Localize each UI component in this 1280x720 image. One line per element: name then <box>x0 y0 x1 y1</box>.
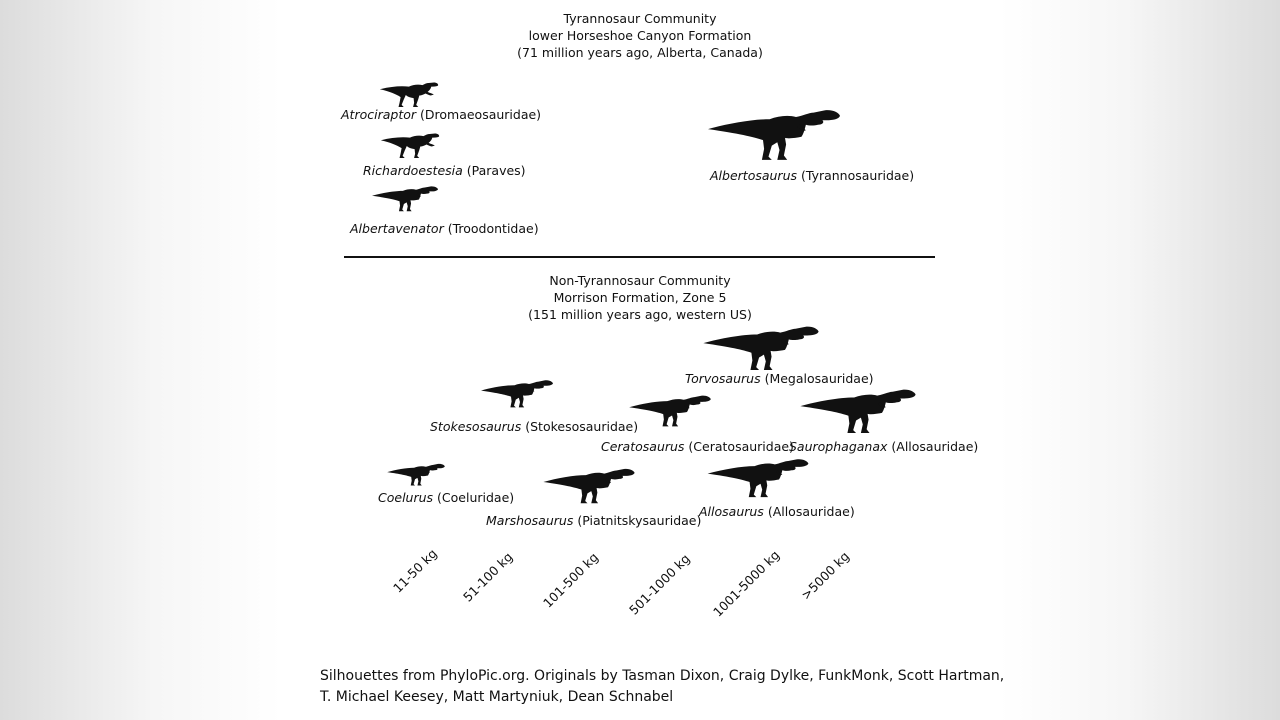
non-tyrannosaur-community-age: (151 million years ago, western US) <box>528 307 752 322</box>
taxon-label-atrociraptor <box>341 107 541 122</box>
mass-class-label: 1001-5000 kg <box>710 547 783 620</box>
taxon-genus: Marshosaurus <box>486 513 574 528</box>
taxon-genus: Atrociraptor <box>341 107 417 122</box>
taxon-genus: Allosaurus <box>699 504 764 519</box>
allosaurid-silhouette-icon <box>792 386 924 434</box>
stokesosaurid-silhouette-icon <box>472 378 562 408</box>
non-tyrannosaur-community-header <box>440 272 840 323</box>
taxon-label-ceratosaurus <box>601 439 794 454</box>
taxon-genus: Coelurus <box>378 490 434 505</box>
taxon-family: (Allosauridae) <box>891 439 979 454</box>
tyrannosaur-community-formation: lower Horseshoe Canyon Formation <box>528 28 752 43</box>
tyrannosaur-community-header <box>440 10 840 61</box>
taxon-family: (Stokesosauridae) <box>525 419 639 434</box>
non-tyrannosaur-community-formation: Morrison Formation, Zone 5 <box>553 290 727 305</box>
taxon-label-richardoestesia <box>363 163 526 178</box>
taxon-genus: Richardoestesia <box>363 163 463 178</box>
taxon-genus: Torvosaurus <box>685 371 761 386</box>
megalosaurid-silhouette-icon <box>694 323 828 371</box>
taxon-family: (Allosauridae) <box>767 504 855 519</box>
coelurid-silhouette-icon <box>382 462 450 486</box>
non-tyrannosaur-community-title: Non-Tyrannosaur Community <box>549 273 731 288</box>
taxon-label-albertosaurus <box>710 168 914 183</box>
community-divider <box>344 256 935 258</box>
taxon-family: (Coeluridae) <box>437 490 515 505</box>
tyrannosaur-community-age: (71 million years ago, Alberta, Canada) <box>517 45 763 60</box>
troodontid-silhouette-icon <box>372 180 438 216</box>
taxon-label-albertavenator <box>350 221 539 236</box>
taxon-family: (Tyrannosauridae) <box>801 168 915 183</box>
taxon-family: (Piatnitskysauridae) <box>577 513 702 528</box>
taxon-genus: Saurophaganax <box>789 439 888 454</box>
taxon-label-stokesosaurus <box>430 419 638 434</box>
tyrannosaurid-silhouette-icon <box>708 106 840 161</box>
taxon-family: (Ceratosauridae) <box>688 439 794 454</box>
taxon-label-torvosaurus <box>685 371 874 386</box>
dromaeosaur-silhouette-icon <box>378 82 444 108</box>
mass-class-label: 501-1000 kg <box>626 550 693 618</box>
taxon-family: (Megalosauridae) <box>764 371 874 386</box>
taxon-family: (Paraves) <box>466 163 526 178</box>
mass-class-label: 11-50 kg <box>390 545 440 596</box>
taxon-genus: Albertavenator <box>350 221 444 236</box>
taxon-family: (Dromaeosauridae) <box>420 107 542 122</box>
paravian-silhouette-icon <box>380 133 444 159</box>
mass-class-label: 51-100 kg <box>460 549 516 605</box>
taxon-genus: Stokesosaurus <box>430 419 522 434</box>
taxon-label-marshosaurus <box>486 513 701 528</box>
allosaurid-silhouette-icon <box>692 456 824 498</box>
mass-class-label: >5000 kg <box>798 548 853 603</box>
tyrannosaur-community-title: Tyrannosaur Community <box>563 11 717 26</box>
taxon-label-saurophaganax <box>789 439 978 454</box>
taxon-family: (Troodontidae) <box>447 221 539 236</box>
taxon-label-coelurus <box>378 490 514 505</box>
ceratosaurid-silhouette-icon <box>614 393 726 427</box>
silhouette-credits <box>320 666 1004 708</box>
credits-line-2: T. Michael Keesey, Matt Martyniuk, Dean Schnabel <box>320 689 674 705</box>
taxon-label-allosaurus <box>699 504 855 519</box>
taxon-genus: Albertosaurus <box>710 168 798 183</box>
piatnitskysaurid-silhouette-icon <box>538 466 640 504</box>
taxon-genus: Ceratosaurus <box>601 439 685 454</box>
credits-line-1: Silhouettes from PhyloPic.org. Originals by Tasman Dixon, Craig Dylke, FunkMonk, Scott Hartman, <box>320 668 1005 684</box>
mass-class-label: 101-500 kg <box>540 549 602 611</box>
